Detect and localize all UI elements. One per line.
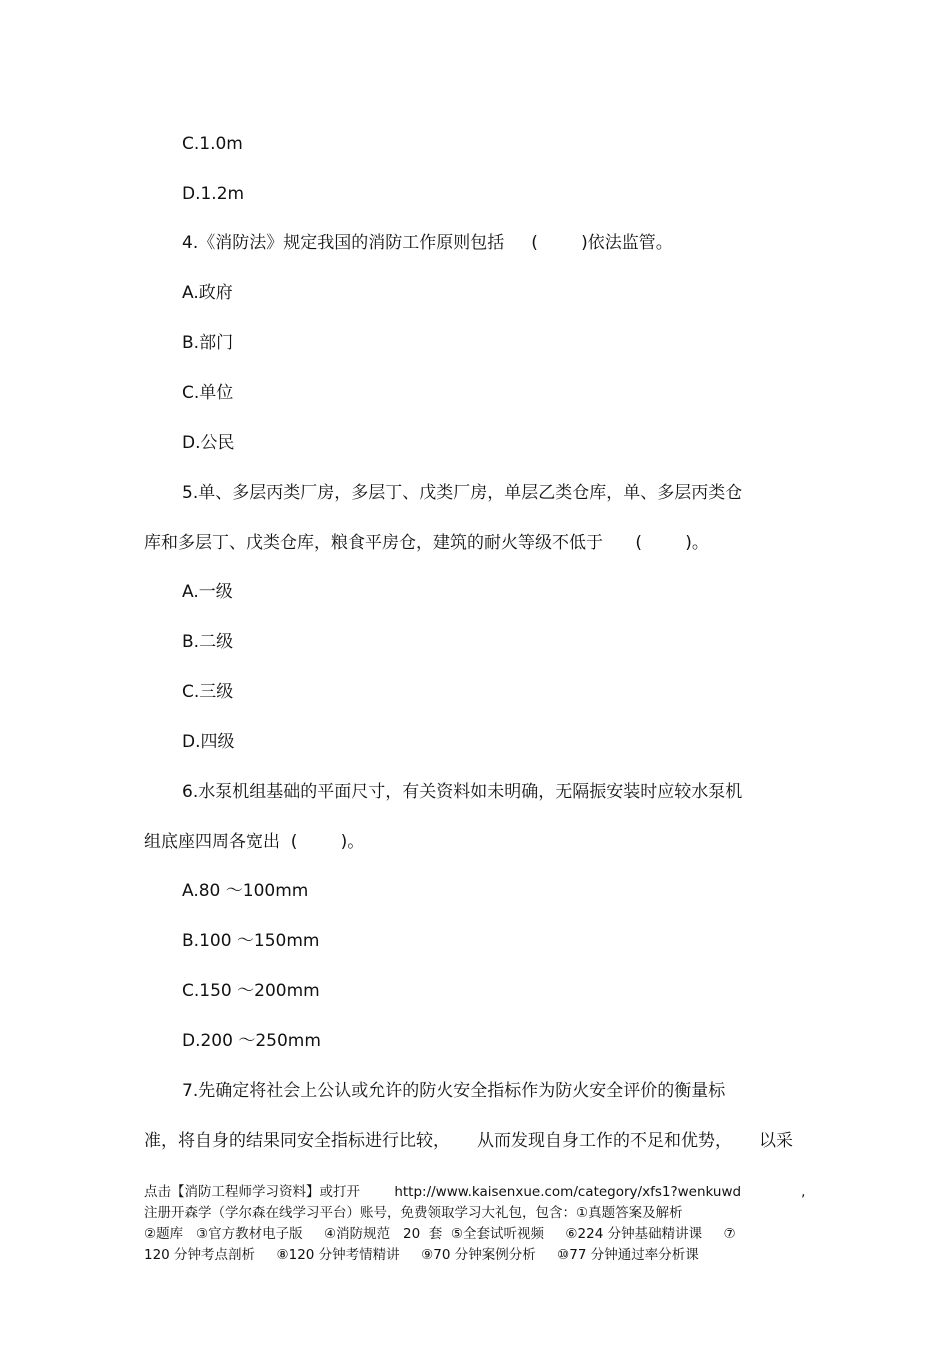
option-b-q6: B.100 ～150mm bbox=[182, 931, 320, 951]
footer-line-3: ②题库 ③官方教材电子版 ④消防规范 20 套 ⑤全套试听视频 ⑥224 分钟基础精讲课 ⑦ bbox=[144, 1226, 736, 1242]
option-d-q3: D.1.2m bbox=[182, 184, 245, 204]
option-c-q6: C.150 ～200mm bbox=[182, 981, 320, 1001]
option-c-q4: C.单位 bbox=[182, 383, 234, 403]
question-5-line-2: 库和多层丁、戊类仓库，粮食平房仓，建筑的耐火等级不低于 ( )。 bbox=[144, 533, 709, 553]
option-d-q4: D.公民 bbox=[182, 433, 235, 453]
footer-line-1[interactable]: 点击【消防工程师学习资料】或打开 http://www.kaisenxue.com/category/xfs1?wenkuwd , bbox=[144, 1184, 806, 1200]
option-b-q4: B.部门 bbox=[182, 333, 234, 353]
option-a-q4: A.政府 bbox=[182, 283, 233, 303]
question-6-line-2: 组底座四周各宽出 ( )。 bbox=[144, 832, 365, 852]
question-5-line-1: 5.单、多层丙类厂房，多层丁、戊类厂房，单层乙类仓库，单、多层丙类仓 bbox=[182, 483, 743, 503]
option-a-q5: A.一级 bbox=[182, 582, 233, 602]
footer-line-4: 120 分钟考点剖析 ⑧120 分钟考情精讲 ⑨70 分钟案例分析 ⑩77 分钟通过率分析课 bbox=[144, 1247, 699, 1263]
option-d-q6: D.200 ～250mm bbox=[182, 1031, 321, 1051]
question-6-line-1: 6.水泵机组基础的平面尺寸，有关资料如未明确，无隔振安装时应较水泵机 bbox=[182, 782, 743, 802]
option-a-q6: A.80 ～100mm bbox=[182, 881, 309, 901]
option-c-q5: C.三级 bbox=[182, 682, 234, 702]
footer-line-2: 注册开森学（学尔森在线学习平台）账号，免费领取学习大礼包，包含：①真题答案及解析 bbox=[144, 1205, 683, 1221]
option-b-q5: B.二级 bbox=[182, 632, 234, 652]
question-7-line-1: 7.先确定将社会上公认或允许的防火安全指标作为防火安全评价的衡量标 bbox=[182, 1081, 726, 1101]
question-4: 4.《消防法》规定我国的消防工作原则包括 ( )依法监管。 bbox=[182, 233, 673, 253]
option-c-q3: C.1.0m bbox=[182, 134, 243, 154]
question-7-line-2: 准，将自身的结果同安全指标进行比较， 从而发现自身工作的不足和优势， 以采 bbox=[144, 1131, 794, 1151]
option-d-q5: D.四级 bbox=[182, 732, 235, 752]
